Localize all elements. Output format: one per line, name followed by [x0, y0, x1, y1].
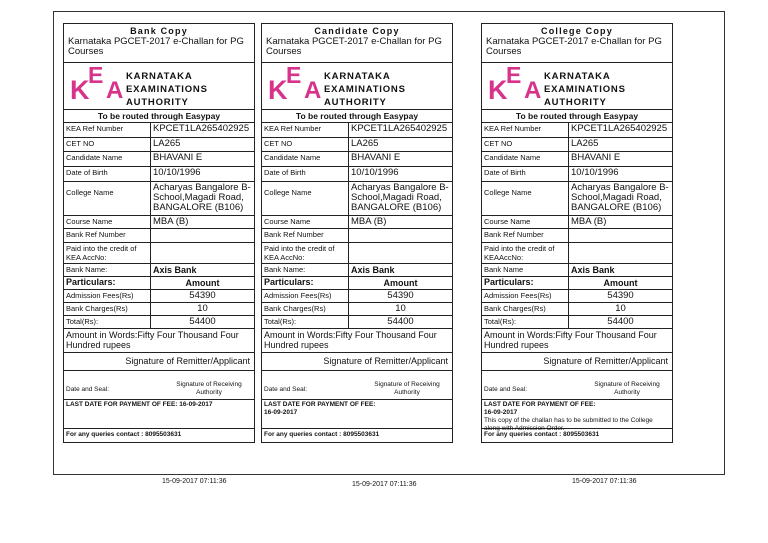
particulars-label: Particulars: [262, 276, 349, 289]
last-date-of-payment [482, 400, 672, 432]
college-copy [481, 23, 673, 443]
bank-charges-label: Bank Charges(Rs) [482, 302, 569, 315]
college-name-value: Acharyas Bangalore B-School,Magadi Road, BANGALORE (B106) [151, 181, 255, 215]
total-value: 54400 [151, 315, 255, 328]
remitter-signature: Signature of Remitter/Applicant [262, 353, 452, 371]
routed-through: To be routed through Easypay [64, 110, 254, 123]
last-date-of-payment: LAST DATE FOR PAYMENT OF FEE: 16-09-2017 [64, 400, 254, 429]
kea-logo-e: E [88, 62, 104, 88]
last-date-value: 16-09-2017 [484, 408, 518, 416]
print-timestamp: 15-09-2017 07:11:36 [352, 481, 417, 488]
dob-label: Date of Birth [64, 166, 151, 181]
kea-logo-a: A [304, 77, 322, 104]
dob-label: Date of Birth [482, 166, 569, 181]
copy-title: College Copy [541, 26, 613, 36]
bank-ref-value [569, 228, 673, 242]
bank-name-value: Axis Bank [151, 263, 255, 276]
kea-logo [262, 63, 452, 110]
kea-logo-e: E [506, 62, 522, 88]
bank-charges-value: 10 [349, 302, 453, 315]
date-and-seal [482, 371, 672, 400]
cet-no-value: LA265 [349, 137, 453, 151]
kea-logo-k: K [268, 75, 288, 105]
dob-label: Date of Birth [262, 166, 349, 181]
course-name-value: MBA (B) [349, 215, 453, 228]
candidate-copy [261, 23, 453, 443]
logo-line-1: KARNATAKA [324, 71, 391, 82]
dob-value: 10/10/1996 [569, 166, 673, 181]
kea-ref-label: KEA Ref Number [262, 123, 349, 137]
bank-name-label: Bank Name: [64, 263, 151, 276]
bank-ref-value [349, 228, 453, 242]
total-value: 54400 [569, 315, 673, 328]
candidate-name-label: Candidate Name [482, 151, 569, 166]
kea-logo-text [324, 70, 406, 109]
kea-logo-a: A [524, 77, 542, 104]
dob-value: 10/10/1996 [349, 166, 453, 181]
kea-ref-value: KPCET1LA265402925 [151, 123, 255, 137]
remitter-signature: Signature of Remitter/Applicant [64, 353, 254, 371]
amount-in-words: Amount in Words:Fifty Four Thousand Four Hundred rupees [482, 329, 672, 353]
candidate-name-label: Candidate Name [64, 151, 151, 166]
candidate-name-value: BHAVANI E [349, 151, 453, 166]
course-name-label: Course Name [482, 215, 569, 228]
total-value: 54400 [349, 315, 453, 328]
date-and-seal [64, 371, 254, 400]
challan-details-table [262, 123, 452, 329]
logo-line-3: AUTHORITY [324, 97, 387, 108]
kea-logo-text [126, 70, 208, 109]
paid-into-value [349, 242, 453, 263]
kea-logo [64, 63, 254, 110]
college-name-label: College Name [262, 181, 349, 215]
date-seal-label: Date and Seal: [66, 385, 110, 393]
dob-value: 10/10/1996 [151, 166, 255, 181]
admission-fees-label: Admission Fees(Rs) [64, 289, 151, 302]
course-name-label: Course Name [64, 215, 151, 228]
queries-contact: For any queries contact : 8095503631 [484, 430, 600, 438]
copy-title: Bank Copy [130, 26, 188, 36]
bank-name-label: Bank Name: [262, 263, 349, 276]
bank-charges-value: 10 [151, 302, 255, 315]
logo-line-2: EXAMINATIONS [324, 84, 406, 95]
college-name-label: College Name [482, 181, 569, 215]
copy-header [64, 24, 254, 63]
admission-fees-label: Admission Fees(Rs) [262, 289, 349, 302]
paid-into-value [151, 242, 255, 263]
kea-ref-value: KPCET1LA265402925 [569, 123, 673, 137]
admission-fees-value: 54390 [569, 289, 673, 302]
bank-name-value: Axis Bank [569, 263, 673, 276]
paid-into-label: Paid into the credit of KEAAccNo: [482, 242, 569, 263]
logo-line-3: AUTHORITY [126, 97, 189, 108]
amount-header: Amount [349, 276, 453, 289]
amount-header: Amount [569, 276, 673, 289]
bank-charges-label: Bank Charges(Rs) [64, 302, 151, 315]
copy-header [482, 24, 672, 63]
particulars-label: Particulars: [482, 276, 569, 289]
date-and-seal [262, 371, 452, 400]
particulars-label: Particulars: [64, 276, 151, 289]
total-label: Total(Rs): [64, 315, 151, 328]
total-label: Total(Rs): [262, 315, 349, 328]
routed-through: To be routed through Easypay [262, 110, 452, 123]
challan-details-table [64, 123, 254, 329]
cet-no-label: CET NO [262, 137, 349, 151]
kea-logo-e: E [286, 62, 302, 88]
admission-fees-label: Admission Fees(Rs) [482, 289, 569, 302]
cet-no-value: LA265 [569, 137, 673, 151]
course-name-value: MBA (B) [569, 215, 673, 228]
amount-header: Amount [151, 276, 255, 289]
bank-ref-label: Bank Ref Number [64, 228, 151, 242]
remitter-signature: Signature of Remitter/Applicant [482, 353, 672, 371]
challan-details-table [482, 123, 672, 329]
paid-into-label: Paid into the credit of KEA AccNo: [262, 242, 349, 263]
challan-title: Karnataka PGCET-2017 e-Challan for PG Courses [486, 36, 662, 57]
date-seal-label: Date and Seal: [484, 385, 528, 393]
cet-no-value: LA265 [151, 137, 255, 151]
receiving-authority-signature: Signature of Receiving Authority [176, 380, 242, 396]
last-date-of-payment [262, 400, 452, 429]
amount-in-words: Amount in Words:Fifty Four Thousand Four Hundred rupees [262, 329, 452, 353]
kea-logo-k: K [70, 75, 90, 105]
bank-charges-label: Bank Charges(Rs) [262, 302, 349, 315]
kea-ref-label: KEA Ref Number [482, 123, 569, 137]
copy-header [262, 24, 452, 63]
bank-name-label: Bank Name [482, 263, 569, 276]
kea-ref-label: KEA Ref Number [64, 123, 151, 137]
logo-line-2: EXAMINATIONS [544, 84, 626, 95]
amount-in-words: Amount in Words:Fifty Four Thousand Four Hundred rupees [64, 329, 254, 353]
kea-logo-text [544, 70, 626, 109]
print-timestamp: 15-09-2017 07:11:36 [572, 478, 637, 485]
receiving-authority-signature: Signature of Receiving Authority [594, 380, 660, 396]
challan-title: Karnataka PGCET-2017 e-Challan for PG Courses [266, 36, 442, 57]
logo-line-3: AUTHORITY [544, 97, 607, 108]
admission-fees-value: 54390 [151, 289, 255, 302]
total-label: Total(Rs): [482, 315, 569, 328]
candidate-name-label: Candidate Name [262, 151, 349, 166]
last-date-label: LAST DATE FOR PAYMENT OF FEE: [484, 400, 596, 408]
last-date-value: 16-09-2017 [264, 408, 298, 416]
logo-line-1: KARNATAKA [126, 71, 193, 82]
copy-title: Candidate Copy [314, 26, 400, 36]
bank-ref-value [151, 228, 255, 242]
paid-into-label: Paid into the credit of KEA AccNo: [64, 242, 151, 263]
candidate-name-value: BHAVANI E [569, 151, 673, 166]
kea-logo-k: K [488, 75, 508, 105]
date-seal-label: Date and Seal: [264, 385, 308, 393]
routed-through: To be routed through Easypay [482, 110, 672, 123]
admission-fees-value: 54390 [349, 289, 453, 302]
bank-copy [63, 23, 255, 443]
queries-contact: For any queries contact : 8095503631 [66, 430, 182, 438]
queries-contact: For any queries contact : 8095503631 [264, 430, 380, 438]
last-date-label: LAST DATE FOR PAYMENT OF FEE: [264, 400, 376, 408]
logo-line-2: EXAMINATIONS [126, 84, 208, 95]
college-name-value: Acharyas Bangalore B-School,Magadi Road, BANGALORE (B106) [349, 181, 453, 215]
course-name-label: Course Name [262, 215, 349, 228]
cet-no-label: CET NO [482, 137, 569, 151]
bank-ref-label: Bank Ref Number [262, 228, 349, 242]
bank-name-value: Axis Bank [349, 263, 453, 276]
college-name-label: College Name [64, 181, 151, 215]
kea-logo-a: A [106, 77, 124, 104]
kea-ref-value: KPCET1LA265402925 [349, 123, 453, 137]
candidate-name-value: BHAVANI E [151, 151, 255, 166]
print-timestamp: 15-09-2017 07:11:36 [162, 478, 227, 485]
bank-charges-value: 10 [569, 302, 673, 315]
college-submission-note: This copy of the challan has to be submitted to the College along with Admission Order. [484, 416, 653, 432]
challan-title: Karnataka PGCET-2017 e-Challan for PG Courses [68, 36, 244, 57]
course-name-value: MBA (B) [151, 215, 255, 228]
kea-logo [482, 63, 672, 110]
bank-ref-label: Bank Ref Number [482, 228, 569, 242]
logo-line-1: KARNATAKA [544, 71, 611, 82]
paid-into-value [569, 242, 673, 263]
college-name-value: Acharyas Bangalore B-School,Magadi Road, BANGALORE (B106) [569, 181, 673, 215]
cet-no-label: CET NO [64, 137, 151, 151]
receiving-authority-signature: Signature of Receiving Authority [374, 380, 440, 396]
